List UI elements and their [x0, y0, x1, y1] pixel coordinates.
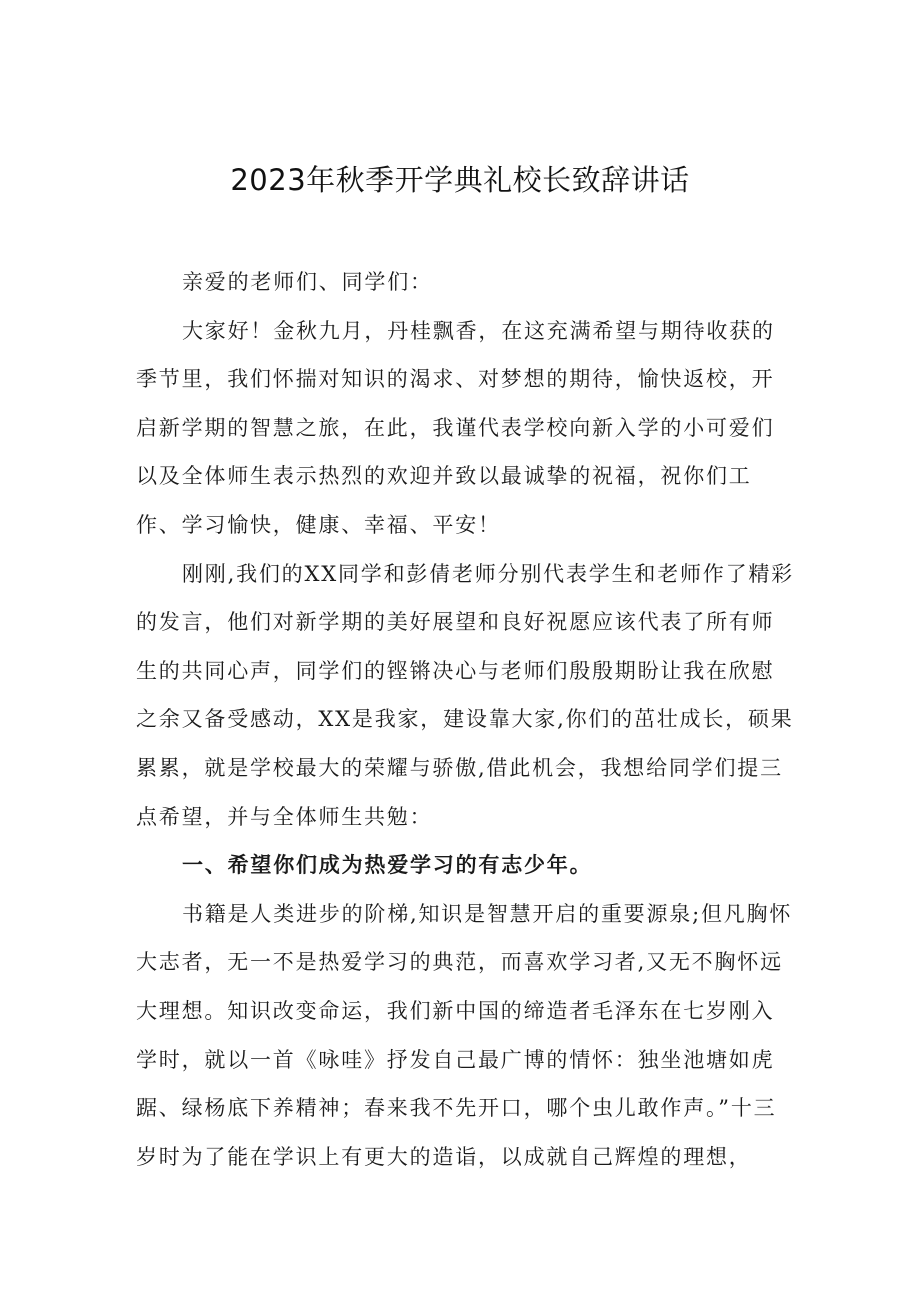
document-body [136, 258, 796, 1181]
paragraph-section-one: 书籍是人类进步的阶梯,知识是智慧开启的重要源泉;但凡胸怀大志者，无一不是热爱学习的典范，而喜欢学习者,又无不胸怀远大理想。知识改变命运，我们新中国的缔造者毛泽东在七岁刚入学时，就以一首《咏哇》抒发自己最广博的情怀：独坐池塘如虎踞、绿杨底下养精神；春来我不先开口，哪个虫儿敢作声。”十三岁时为了能在学识上有更大的造诣，以成就自己辉煌的理想， [136, 901, 793, 1169]
paragraph-speeches: 刚刚,我们的XX同学和彭倩老师分别代表学生和老师作了精彩的发言，他们对新学期的美好展望和良好祝愿应该代表了所有师生的共同心声，同学们的铿锵决心与老师们殷殷期盼让我在欣慰之余又备受感动，XX是我家，建设靠大家,你们的茁壮成长，硕果累累，就是学校最大的荣耀与骄傲,借此机会，我想给同学们提三点希望，并与全体师生共勉： [136, 561, 794, 829]
document-title: 2023年秋季开学典礼校长致辞讲话 [230, 163, 690, 197]
paragraph-welcome: 大家好！金秋九月，丹桂飘香，在这充满希望与期待收获的季节里，我们怀揣对知识的渴求、对梦想的期待，愉快返校，开启新学期的智慧之旅，在此，我谨代表学校向新入学的小可爱们以及全体师生表示热烈的欢迎并致以最诚挚的祝福，祝你们工作、学习愉快，健康、幸福、平安！ [136, 318, 775, 537]
section-heading: 一、希望你们成为热爱学习的有志少年。 [182, 853, 593, 878]
greeting: 亲爱的老师们、同学们： [182, 270, 433, 294]
